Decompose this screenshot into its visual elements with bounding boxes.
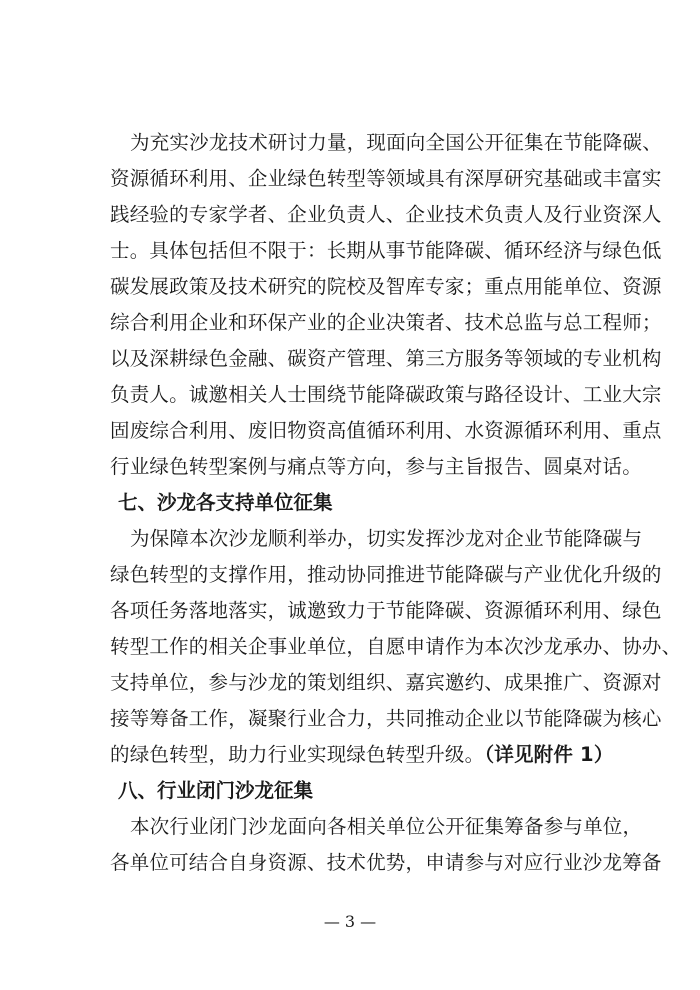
section-heading-8: 八、行业闭门沙龙征集	[118, 779, 314, 802]
paragraph-line: 为充实沙龙技术研讨力量，现面向全国公开征集在节能降碳、	[130, 131, 662, 154]
paragraph-line: 以及深耕绿色金融、碳资产管理、第三方服务等领域的专业机构	[110, 347, 662, 370]
paragraph-line: 各项任务落地落实，诚邀致力于节能降碳、资源循环利用、绿色	[110, 599, 662, 622]
paragraph-line: 资源循环利用、企业绿色转型等领域具有深厚研究基础或丰富实	[110, 167, 662, 190]
document-body	[110, 125, 682, 881]
attachment-reference: （详见附件 1）	[484, 743, 614, 766]
paragraph-line: 支持单位，参与沙龙的策划组织、嘉宾邀约、成果推广、资源对	[110, 671, 662, 694]
paragraph-line: 碳发展政策及技术研究的院校及智库专家；重点用能单位、资源	[110, 275, 662, 298]
paragraph-line: 负责人。诚邀相关人士围绕节能降碳政策与路径设计、工业大宗	[110, 383, 662, 406]
paragraph-line	[110, 737, 614, 773]
paragraph-line: 各单位可结合自身资源、技术优势，申请参与对应行业沙龙筹备	[110, 851, 662, 874]
paragraph-line: 为保障本次沙龙顺利举办，切实发挥沙龙对企业节能降碳与	[130, 527, 643, 550]
paragraph-line: 行业绿色转型案例与痛点等方向，参与主旨报告、圆桌对话。	[110, 455, 642, 478]
paragraph-support-units	[110, 521, 682, 773]
paragraph-line: 固废综合利用、废旧物资高值循环利用、水资源循环利用、重点	[110, 419, 662, 442]
paragraph-closed-salon	[110, 809, 662, 881]
paragraph-line: 本次行业闭门沙龙面向各相关单位公开征集筹备参与单位，	[130, 815, 643, 838]
paragraph-line: 士。具体包括但不限于：长期从事节能降碳、循环经济与绿色低	[110, 239, 662, 262]
paragraph-line: 接等筹备工作，凝聚行业合力，共同推动企业以节能降碳为核心	[110, 707, 662, 730]
page-number: — 3 —	[323, 912, 377, 931]
paragraph-line: 转型工作的相关企事业单位，自愿申请作为本次沙龙承办、协办、	[110, 635, 682, 658]
section-heading-7: 七、沙龙各支持单位征集	[118, 491, 333, 514]
paragraph-line: 综合利用企业和环保产业的企业决策者、技术总监与总工程师；	[110, 311, 662, 334]
paragraph-line-text: 的绿色转型，助力行业实现绿色转型升级。	[110, 743, 485, 766]
paragraph-line: 绿色转型的支撑作用，推动协同推进节能降碳与产业优化升级的	[110, 563, 662, 586]
paragraph-line: 践经验的专家学者、企业负责人、企业技术负责人及行业资深人	[110, 203, 662, 226]
paragraph-expert-call	[110, 125, 662, 485]
